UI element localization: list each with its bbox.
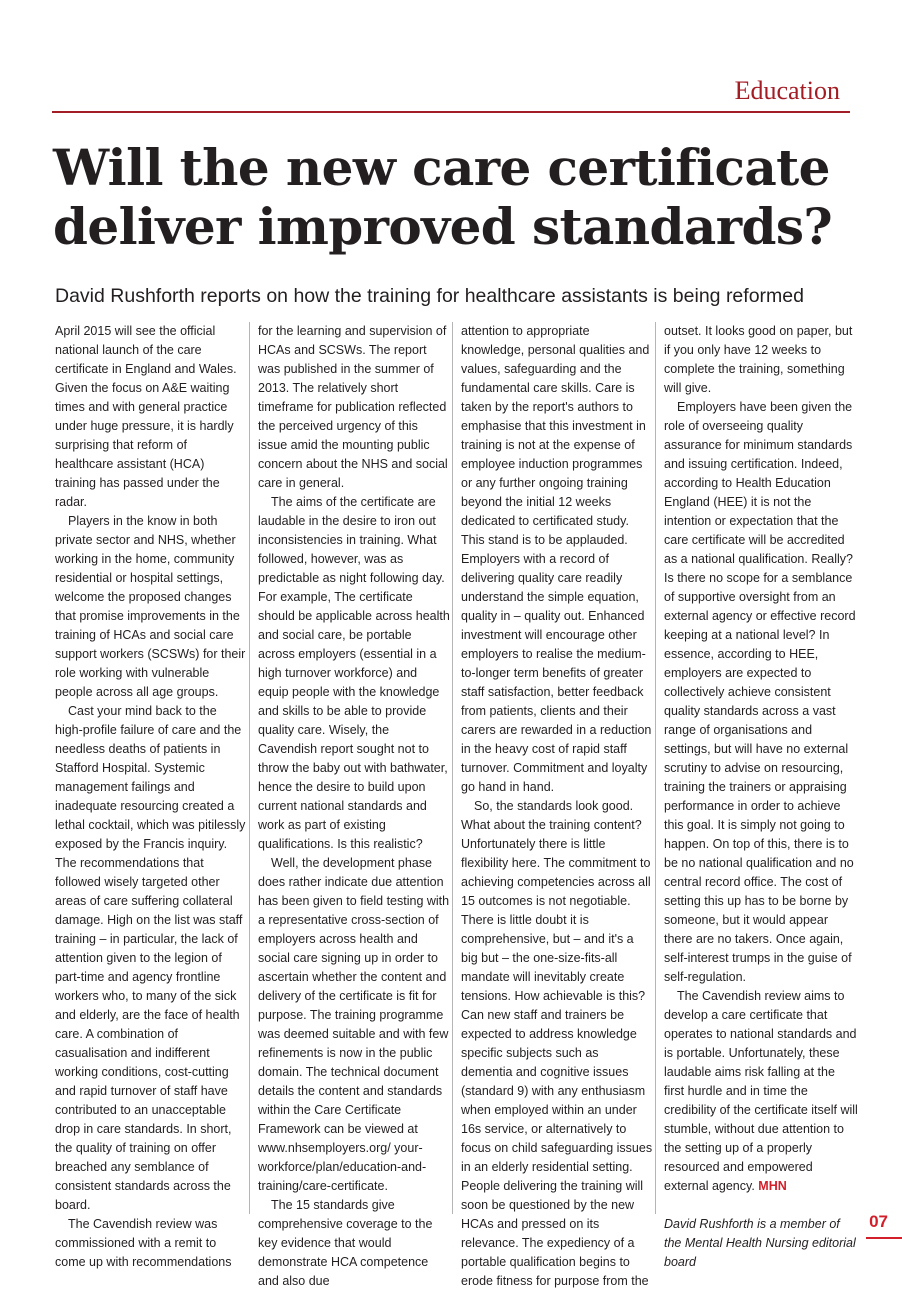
paragraph: Employers have been given the role of overseeing quality assurance for minimum standards and issuing certification. Indeed, according to Health Education England (HEE) it is not the intention or expectation that the care certificate will be accredited as a national qualification. Really? Is there no scope for a semblance of supportive oversight from an external agency or effective record keeping at a national level? In essence, according to HEE, employers are expected to collectively achieve consistent quality standards across a vast range of organisations and settings, but will have no external scrutiny to advise on resourcing, training the trainers or appraising performance in order to achieve this goal. It is simply not going to happen. On top of this, there is to be no national qualification and no central record office. The cost of setting this up has to be borne by someone, but it would appear there are no takers. Once again, self-interest trumps in the guise of self-regulation.: [664, 400, 856, 984]
paragraph-text: The Cavendish review aims to develop a care certificate that operates to national standards and is portable. Unfortunately, these laudable aims risk falling at the first hurdle and in time the credibility of the certificate itself will stumble, without due attention to the setting up of a properly resourced and empowered external agency.: [664, 989, 858, 1193]
column-1: [55, 322, 247, 1272]
column-3: [461, 322, 653, 1291]
column-divider: [655, 322, 656, 1214]
paragraph: Well, the development phase does rather indicate due attention has been given to field testing with a representative cross-section of employers across health and social care signing up in order to ascertain whether the content and delivery of the certificate is fit for purpose. The training programme was deemed suitable and with few refinements is now in the public domain. The technical document details the content and standards within the Care Certificate Framework can be viewed at www.nhsemployers.org/ your-workforce/plan/education-and-training/care-certificate.: [258, 856, 450, 1193]
header-rule: [52, 111, 850, 113]
standfirst: David Rushforth reports on how the training for healthcare assistants is being reformed: [55, 285, 804, 307]
headline: [53, 138, 883, 256]
column-divider: [452, 322, 453, 1214]
paragraph: [664, 987, 858, 1196]
paragraph: Players in the know in both private sector and NHS, whether working in the home, community residential or hospital settings, welcome the proposed changes that promise improvements in the training of HCAs and social care support workers (SCSWs) for their role working with vulnerable people across all age groups.: [55, 514, 246, 699]
footer-rule: [866, 1237, 902, 1239]
section-label: Education: [734, 76, 840, 105]
paragraph: The Cavendish review was commissioned with a remit to come up with recommendations: [55, 1217, 232, 1269]
paragraph: So, the standards look good. What about the training content? Unfortunately there is little flexibility here. The commitment to achieving competencies across all 15 outcomes is not negotiable. There is little doubt it is comprehensive, but – and it's a big but – the one-size-fits-all mandate will inevitably create tensions. How achievable is this? Can new staff and trainers be expected to address knowledge specific subjects such as dementia and cognitive issues (standard 9) with any enthusiasm when employed within an under 16s service, or alternatively to focus on child safeguarding issues in an elderly residential setting. People delivering the training will soon be questioned by the new HCAs and pressed on its relevance. The expediency of a portable qualification begins to erode fitness for purpose from the: [461, 799, 653, 1288]
column-divider: [249, 322, 250, 1214]
column-4: [664, 322, 858, 1272]
paragraph: attention to appropriate knowledge, personal qualities and values, safeguarding and the fundamental care skills. Care is taken by the report's authors to emphasise that this investment in training is not at the expense of employee induction programmes or any further ongoing training beyond the initial 12 weeks dedicated to certificated study. This stand is to be applauded. Employers with a record of delivering quality care readily understand the simple equation, quality in – quality out. Enhanced investment will encourage other employers to realise the medium-to-longer term benefits of greater staff satisfaction, better feedback from patients, clients and their carers are rewarded in a reduction in the heavy cost of rapid staff turnover. Commitment and loyalty go hand in hand.: [461, 324, 652, 794]
mhn-end-mark: MHN: [758, 1179, 787, 1193]
headline-line-1: Will the new care certificate: [53, 138, 830, 197]
headline-line-2: deliver improved standards?: [53, 197, 833, 256]
page-number: 07: [869, 1212, 888, 1231]
column-2: [258, 322, 450, 1291]
paragraph: for the learning and supervision of HCAs and SCSWs. The report was published in the summer of 2013. The relatively short timeframe for publication reflected the perceived urgency of this issue amid the mounting public concern about the NHS and social care in general.: [258, 324, 448, 490]
paragraph: Cast your mind back to the high-profile failure of care and the needless deaths of patients in Stafford Hospital. Systemic management failings and inadequate resourcing created a lethal cocktail, which was pitilessly exposed by the Francis inquiry. The recommendations that followed wisely targeted other areas of care suffering collateral damage. High on the list was staff training – in particular, the lack of attention given to the legion of part-time and agency frontline workers who, to many of the sick and elderly, are the face of health care. A combination of casualisation and indifferent working conditions, cost-cutting and rapid turnover of staff have contributed to an unacceptable drop in care standards. In short, the quality of training on offer breached any semblance of consistent standards across the board.: [55, 704, 246, 1212]
author-bio: David Rushforth is a member of the Mental Health Nursing editorial board: [664, 1217, 856, 1269]
paragraph: The aims of the certificate are laudable in the desire to iron out inconsistencies in training. What followed, however, was as predictable as night following day. For example, The certificate should be applicable across health and social care, be portable across employers (essential in a high turnover workforce) and equip people with the knowledge and skills to be able to provide quality care. Wisely, the Cavendish report sought not to throw the baby out with bathwater, hence the desire to build upon current national standards and work as part of existing qualifications. Is this realistic?: [258, 495, 450, 851]
paragraph: The 15 standards give comprehensive coverage to the key evidence that would demonstrate HCA competence and also due: [258, 1198, 433, 1288]
paragraph: April 2015 will see the official national launch of the care certificate in England and Wales. Given the focus on A&E waiting times and with general practice under huge pressure, it is hardly surprising that reform of healthcare assistant (HCA) training has passed under the radar.: [55, 324, 237, 509]
paragraph: outset. It looks good on paper, but if you only have 12 weeks to complete the training, something will give.: [664, 324, 853, 395]
